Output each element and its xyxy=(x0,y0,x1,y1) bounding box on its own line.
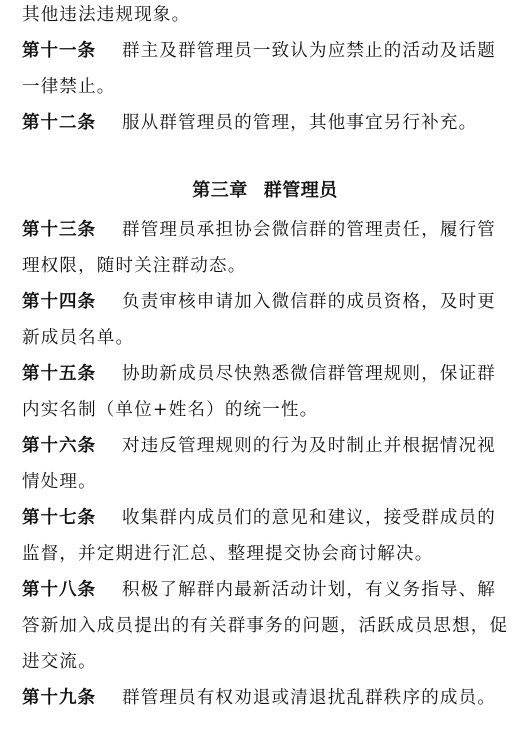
article-label: 第十二条 xyxy=(22,113,96,133)
article-15 xyxy=(22,356,508,428)
article-label: 第十一条 xyxy=(22,41,96,61)
article-text: 服从群管理员的管理，其他事宜另行补充。 xyxy=(122,113,478,133)
text-line: 内实名制（单位+姓名）的统一性。 xyxy=(22,400,319,420)
article-label: 第十七条 xyxy=(22,508,96,528)
article-label: 第十五条 xyxy=(22,364,96,384)
chapter-title: 群管理员 xyxy=(263,180,338,201)
article-label: 第十八条 xyxy=(22,580,96,600)
text-line: 新成员名单。 xyxy=(22,328,135,348)
article-13 xyxy=(22,212,508,284)
text-line xyxy=(22,212,508,248)
article-text: 积极了解群内最新活动计划，有义务指导、解 xyxy=(122,580,496,600)
article-text: 群主及群管理员一致认为应禁止的活动及话题 xyxy=(122,41,496,61)
text-line: 一律禁止。 xyxy=(22,77,116,97)
text-line xyxy=(22,428,508,464)
article-12 xyxy=(22,105,508,141)
article-text: 协助新成员尽快熟悉微信群管理规则，保证群 xyxy=(122,364,496,384)
text-line: 情处理。 xyxy=(22,472,97,492)
article-label: 第十六条 xyxy=(22,436,96,456)
article-label: 第十九条 xyxy=(22,688,96,708)
text-line: 进交流。 xyxy=(22,652,97,672)
article-19 xyxy=(22,680,508,716)
text-line: 答新加入成员提出的有关群事务的问题，活跃成员思想，促 xyxy=(22,616,509,636)
article-11 xyxy=(22,33,508,105)
article-text: 群管理员有权劝退或清退扰乱群秩序的成员。 xyxy=(122,688,496,708)
article-text: 负责审核申请加入微信群的成员资格，及时更 xyxy=(122,292,496,312)
article-text: 群管理员承担协会微信群的管理责任，履行管 xyxy=(122,220,496,240)
article-label: 第十三条 xyxy=(22,220,96,240)
article-text: 对违反管理规则的行为及时制止并根据情况视 xyxy=(122,436,496,456)
text-line xyxy=(22,105,508,141)
blank-line xyxy=(22,144,508,176)
text-line xyxy=(22,356,508,392)
article-text: 收集群内成员们的意见和建议，接受群成员的 xyxy=(122,508,496,528)
document-page xyxy=(22,0,508,716)
article-17 xyxy=(22,500,508,572)
text-line xyxy=(22,572,508,608)
text-line xyxy=(22,284,508,320)
text-line: 其他违法违规现象。 xyxy=(22,5,191,25)
article-14 xyxy=(22,284,508,356)
chapter-heading xyxy=(22,173,508,209)
text-line xyxy=(22,500,508,536)
text-line xyxy=(22,33,508,69)
text-line: 理权限，随时关注群动态。 xyxy=(22,256,247,276)
text-line: 监督，并定期进行汇总、整理提交协会商讨解决。 xyxy=(22,544,434,564)
chapter-number: 第三章 xyxy=(192,180,248,201)
article-18 xyxy=(22,572,508,680)
article-16 xyxy=(22,428,508,500)
article-label: 第十四条 xyxy=(22,292,96,312)
text-line xyxy=(22,680,508,716)
